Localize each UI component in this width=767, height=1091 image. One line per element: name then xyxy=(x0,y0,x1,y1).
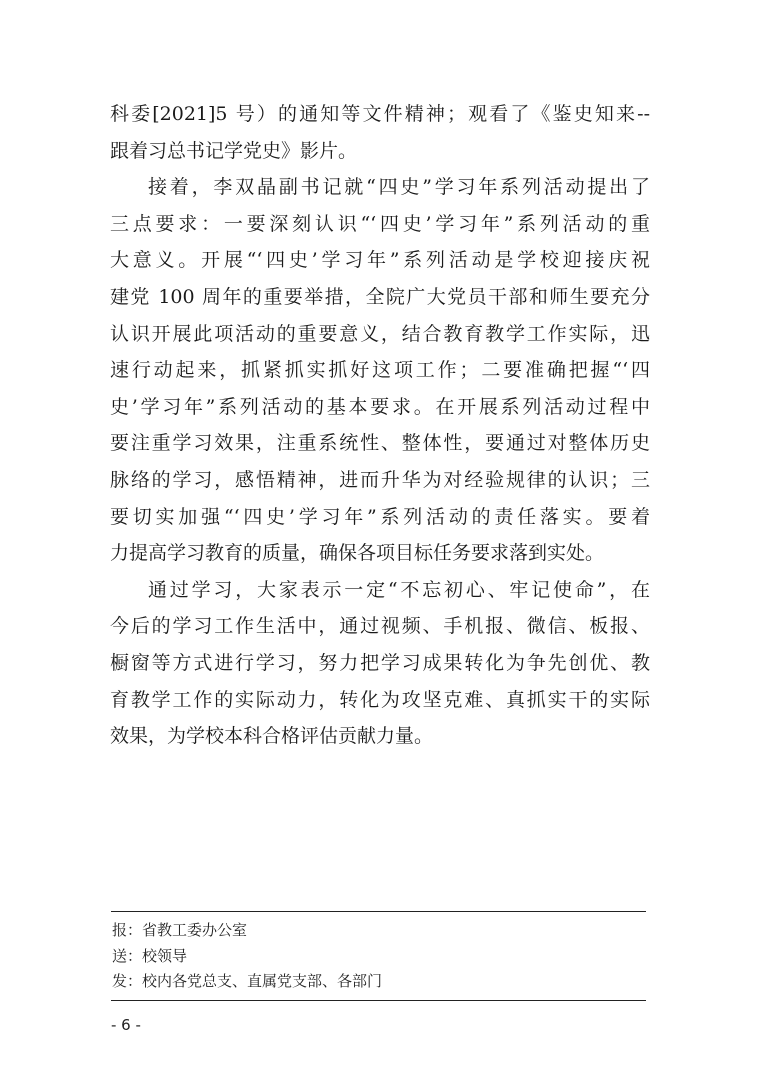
send-to-line: 送：校领导 xyxy=(112,946,188,965)
document-body xyxy=(110,96,650,755)
body-line: 脉络的学习，感悟精神，进而升华为对经验规律的认识；三 xyxy=(110,468,650,491)
issue-to-line: 发：校内各党总支、直属党支部、各部门 xyxy=(112,972,383,990)
body-line: 认识开展此项活动的重要意义，结合教育教学工作实际，迅 xyxy=(110,322,650,345)
body-line: 育教学工作的实际动力，转化为攻坚克难、真抓实干的实际 xyxy=(110,688,650,711)
body-line: 通过学习，大家表示一定“不忘初心、牢记使命”，在 xyxy=(148,578,650,601)
body-line: 建党 100 周年的重要举措，全院广大党员干部和师生要充分 xyxy=(110,285,650,308)
body-line: 大意义。开展“‘四史’学习年”系列活动是学校迎接庆祝 xyxy=(110,249,650,272)
distribution-list xyxy=(112,918,382,995)
body-line: 橱窗等方式进行学习，努力把学习成果转化为争先创优、教 xyxy=(110,651,650,674)
body-line: 效果，为学校本科合格评估贡献力量。 xyxy=(110,725,434,748)
body-line: 接着，李双晶副书记就“四史”学习年系列活动提出了 xyxy=(148,176,650,199)
body-line: 要注重学习效果，注重系统性、整体性，要通过对整体历史 xyxy=(110,432,650,455)
body-line: 三点要求：一要深刻认识“‘四史’学习年”系列活动的重 xyxy=(110,212,650,235)
report-to-line: 报：省教工委办公室 xyxy=(112,921,248,939)
body-line: 要切实加强“‘四史’学习年”系列活动的责任落实。要着 xyxy=(110,505,650,528)
page-number: - 6 - xyxy=(111,1016,141,1034)
body-line: 科委[2021]5 号）的通知等文件精神；观看了《鉴史知来-- xyxy=(110,103,650,125)
bottom-divider xyxy=(111,1000,646,1001)
body-line: 速行动起来，抓紧抓实抓好这项工作；二要准确把握“‘四 xyxy=(110,359,650,382)
body-line: 力提高学习教育的质量，确保各项目标任务要求落到实处。 xyxy=(110,542,605,565)
top-divider xyxy=(111,911,646,912)
body-line: 今后的学习工作生活中，通过视频、手机报、微信、板报、 xyxy=(110,615,650,638)
body-line: 跟着习总书记学党史》影片。 xyxy=(110,139,358,162)
body-line: 史’学习年”系列活动的基本要求。在开展系列活动过程中 xyxy=(110,395,650,418)
